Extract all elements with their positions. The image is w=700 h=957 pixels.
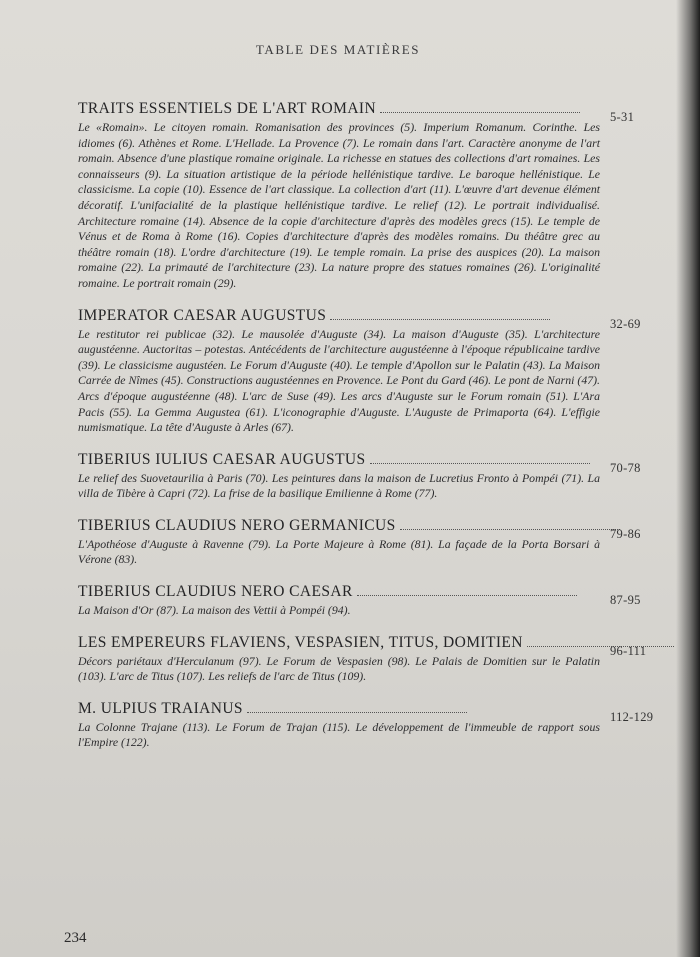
page-number: 234 (64, 930, 87, 946)
book-spine-shadow (676, 0, 700, 957)
toc-section-title: TIBERIUS IULIUS CAESAR AUGUSTUS (78, 450, 366, 468)
toc-section (78, 634, 678, 685)
toc-page-range: 79-86 (610, 526, 641, 541)
toc-section-heading (78, 699, 678, 724)
toc-section-title: M. ULPIUS TRAIANUS (78, 699, 243, 717)
toc-section (78, 700, 678, 751)
toc-section-summary: La Colonne Trajane (113). Le Forum de Trajan (115). Le développement de l'immeuble de rapport sous l'Empire (122). (78, 719, 600, 750)
toc-section-title: LES EMPEREURS FLAVIENS, VESPASIEN, TITUS, DOMITIEN (78, 633, 523, 651)
dot-leader (400, 518, 620, 530)
toc-page-range: 5-31 (610, 110, 635, 124)
toc-section-heading (78, 450, 678, 475)
toc-section-title: IMPERATOR CAESAR AUGUSTUS (78, 306, 327, 324)
toc-section-summary: Le «Romain». Le citoyen romain. Romanisation des provinces (5). Imperium Romanum. Corinthe. Les idiomes (6). Athènes et Rome. L'Hellade. La Provence (7). Le romain dans l'art. Caractère anonyme de l'art romain. Absence d'une plastique romaine originale. La richesse en statues des collections d'art romaines. Les connaisseurs (9). La situation artistique de la période hellénistique tardive. Le baroque hellénistique. Le classicisme. La copie (10). Essence de l'art classique. La collection d'art (11). L'œuvre d'art devenue élément décoratif. L'unifacialité de la plastique hellénistique tardive. Le relief (12). Le portrait individualisé. Architecture romaine (14). Absence de la copie d'architecture d'après des modèles grecs (15). Le temple de Vénus et de Roma à Rome (16). Copies d'architecture d'après des modèles romains. Du théâtre grec au théâtre romain (18). L'ordre d'architecture (19). Le temple romain. La prise des auspices (20). La maison romaine (22). La primauté de l'architecture (23). La nature propre des statues romaines (26). L'originalité romaine. Le portrait romain (29). (78, 120, 600, 290)
toc-section (78, 307, 678, 436)
toc-section (78, 517, 678, 568)
toc-section-heading (78, 516, 678, 541)
toc-section (78, 451, 678, 502)
dot-leader (330, 308, 550, 320)
toc-page-range: 112-129 (610, 709, 654, 724)
toc-section-summary: Décors pariétaux d'Herculanum (97). Le Forum de Vespasien (98). Le Palais de Domitien sur le Palatin (103). L'arc de Titus (107). Les reliefs de l'arc de Titus (109). (78, 653, 600, 684)
toc-section-heading (78, 633, 678, 658)
dot-leader (357, 584, 577, 596)
dot-leader (247, 701, 467, 713)
toc-list (78, 100, 678, 766)
toc-section-title: TIBERIUS CLAUDIUS NERO CAESAR (78, 583, 353, 601)
toc-section (78, 583, 678, 619)
page-header: TABLE DES MATIÈRES (255, 42, 421, 57)
toc-page-range: 32-69 (610, 316, 641, 331)
dot-leader (527, 635, 674, 647)
toc-section-title: TRAITS ESSENTIELS DE L'ART ROMAIN (78, 100, 377, 117)
toc-section-heading (78, 306, 678, 331)
toc-section-summary: Le restitutor rei publicae (32). Le mausolée d'Auguste (34). La maison d'Auguste (35). L'architecture augustéenne. Auctoritas – potestas. Antécédents de l'architecture augustéenne à l'époque républicaine tardive (39). Le classicisme augustéen. Le Forum d'Auguste (40). Le temple d'Apollon sur le Palatin (43). La Maison Carrée de Nîmes (45). Constructions augustéennes en Provence. Le Pont du Gard (46). Le pont de Narni (47). Arcs d'époque augustéenne (48). L'arc de Suse (49). Les arcs d'Auguste sur le Forum romain (51). L'Ara Pacis (55). La Gemma Augustea (61). L'iconographie d'Auguste. L'Auguste de Primaporta (64). L'effigie numismatique. La tête d'Auguste à Arles (67). (78, 326, 600, 435)
toc-section-summary: L'Apothéose d'Auguste à Ravenne (79). La Porte Majeure à Rome (81). La façade de la Porta Borsari à Vérone (83). (78, 536, 600, 567)
dot-leader (370, 452, 590, 464)
toc-page-range: 70-78 (610, 460, 641, 475)
toc-section-summary: Le relief des Suovetaurilia à Paris (70). Les peintures dans la maison de Lucretius Fronto à Pompéi (71). La villa de Tibère à Capri (72). La frise de la basilique Emilienne à Rome (77). (78, 470, 600, 501)
toc-section (78, 100, 678, 292)
toc-section-summary: La Maison d'Or (87). La maison des Vettii à Pompéi (94). (78, 603, 351, 618)
toc-section-heading (78, 583, 678, 608)
toc-page-range: 96-111 (610, 643, 647, 658)
dot-leader (380, 101, 580, 113)
toc-page-range: 87-95 (610, 593, 641, 608)
toc-section-title: TIBERIUS CLAUDIUS NERO GERMANICUS (78, 516, 396, 534)
toc-section-heading (78, 100, 678, 124)
